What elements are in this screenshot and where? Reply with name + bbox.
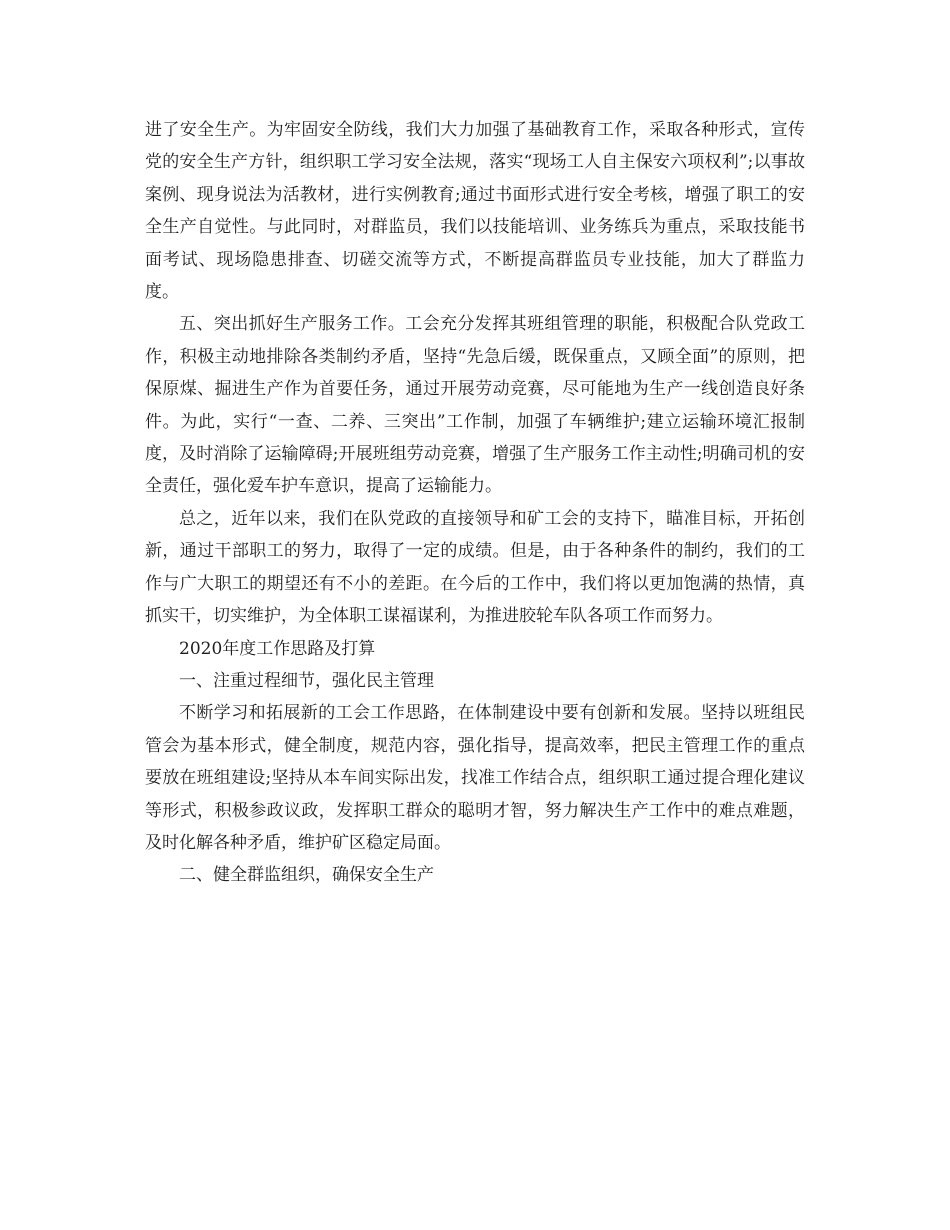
section-1-heading: 一、注重过程细节，强化民主管理 [179,670,434,691]
paragraph-safety-education: 进了安全生产。为牢固安全防线，我们大力加强了基础教育工作，采取各种形式，宣传党的安全生产方针，组织职工学习安全法规，落实“现场工人自主保安六项权利”;以事故案例、现身说法为活教材，进行实例教育;通过书面形式进行安全考核，增强了职工的安全生产自觉性。与此同时，对群监员，我们以技能培训、业务练兵为重点，采取技能书面考试、现场隐患排查、切磋交流等方式，不断提高群监员专业技能，加大了群监力度。 [145,120,805,303]
document-page [145,114,805,892]
section-2-heading: 二、健全群监组织，确保安全生产 [179,865,434,886]
paragraph-section-1-body: 不断学习和拓展新的工会工作思路，在体制建设中要有创新和发展。坚持以班组民管会为基本形式，健全制度，规范内容，强化指导，提高效率，把民主管理工作的重点要放在班组建设;坚持从本车间实际出发，找准工作结合点，组织职工通过提合理化建议等形式，积极参政议政，发挥职工群众的聪明才智，努力解决生产工作中的难点难题，及时化解各种矛盾，维护矿区稳定局面。 [145,703,805,853]
plan-heading: 2020年度工作思路及打算 [179,638,376,659]
paragraph-summary: 总之，近年以来，我们在队党政的直接领导和矿工会的支持下，瞄准目标，开拓创新，通过干部职工的努力，取得了一定的成绩。但是，由于各种条件的制约，我们的工作与广大职工的期望还有不小的差距。在今后的工作中，我们将以更加饱满的热情，真抓实干，切实维护，为全体职工谋福谋利，为推进胶轮车队各项工作而努力。 [145,508,805,627]
paragraph-production-service: 五、突出抓好生产服务工作。工会充分发挥其班组管理的职能，积极配合队党政工作，积极主动地排除各类制约矛盾，坚持“先急后缓，既保重点，又顾全面”的原则，把保原煤、掘进生产作为首要任务，通过开展劳动竞赛，尽可能地为生产一线创造良好条件。为此，实行“一查、二养、三突出”工作制，加强了车辆维护;建立运输环境汇报制度，及时消除了运输障碍;开展班组劳动竞赛，增强了生产服务工作主动性;明确司机的安全责任，强化爱车护车意识，提高了运输能力。 [145,314,805,497]
